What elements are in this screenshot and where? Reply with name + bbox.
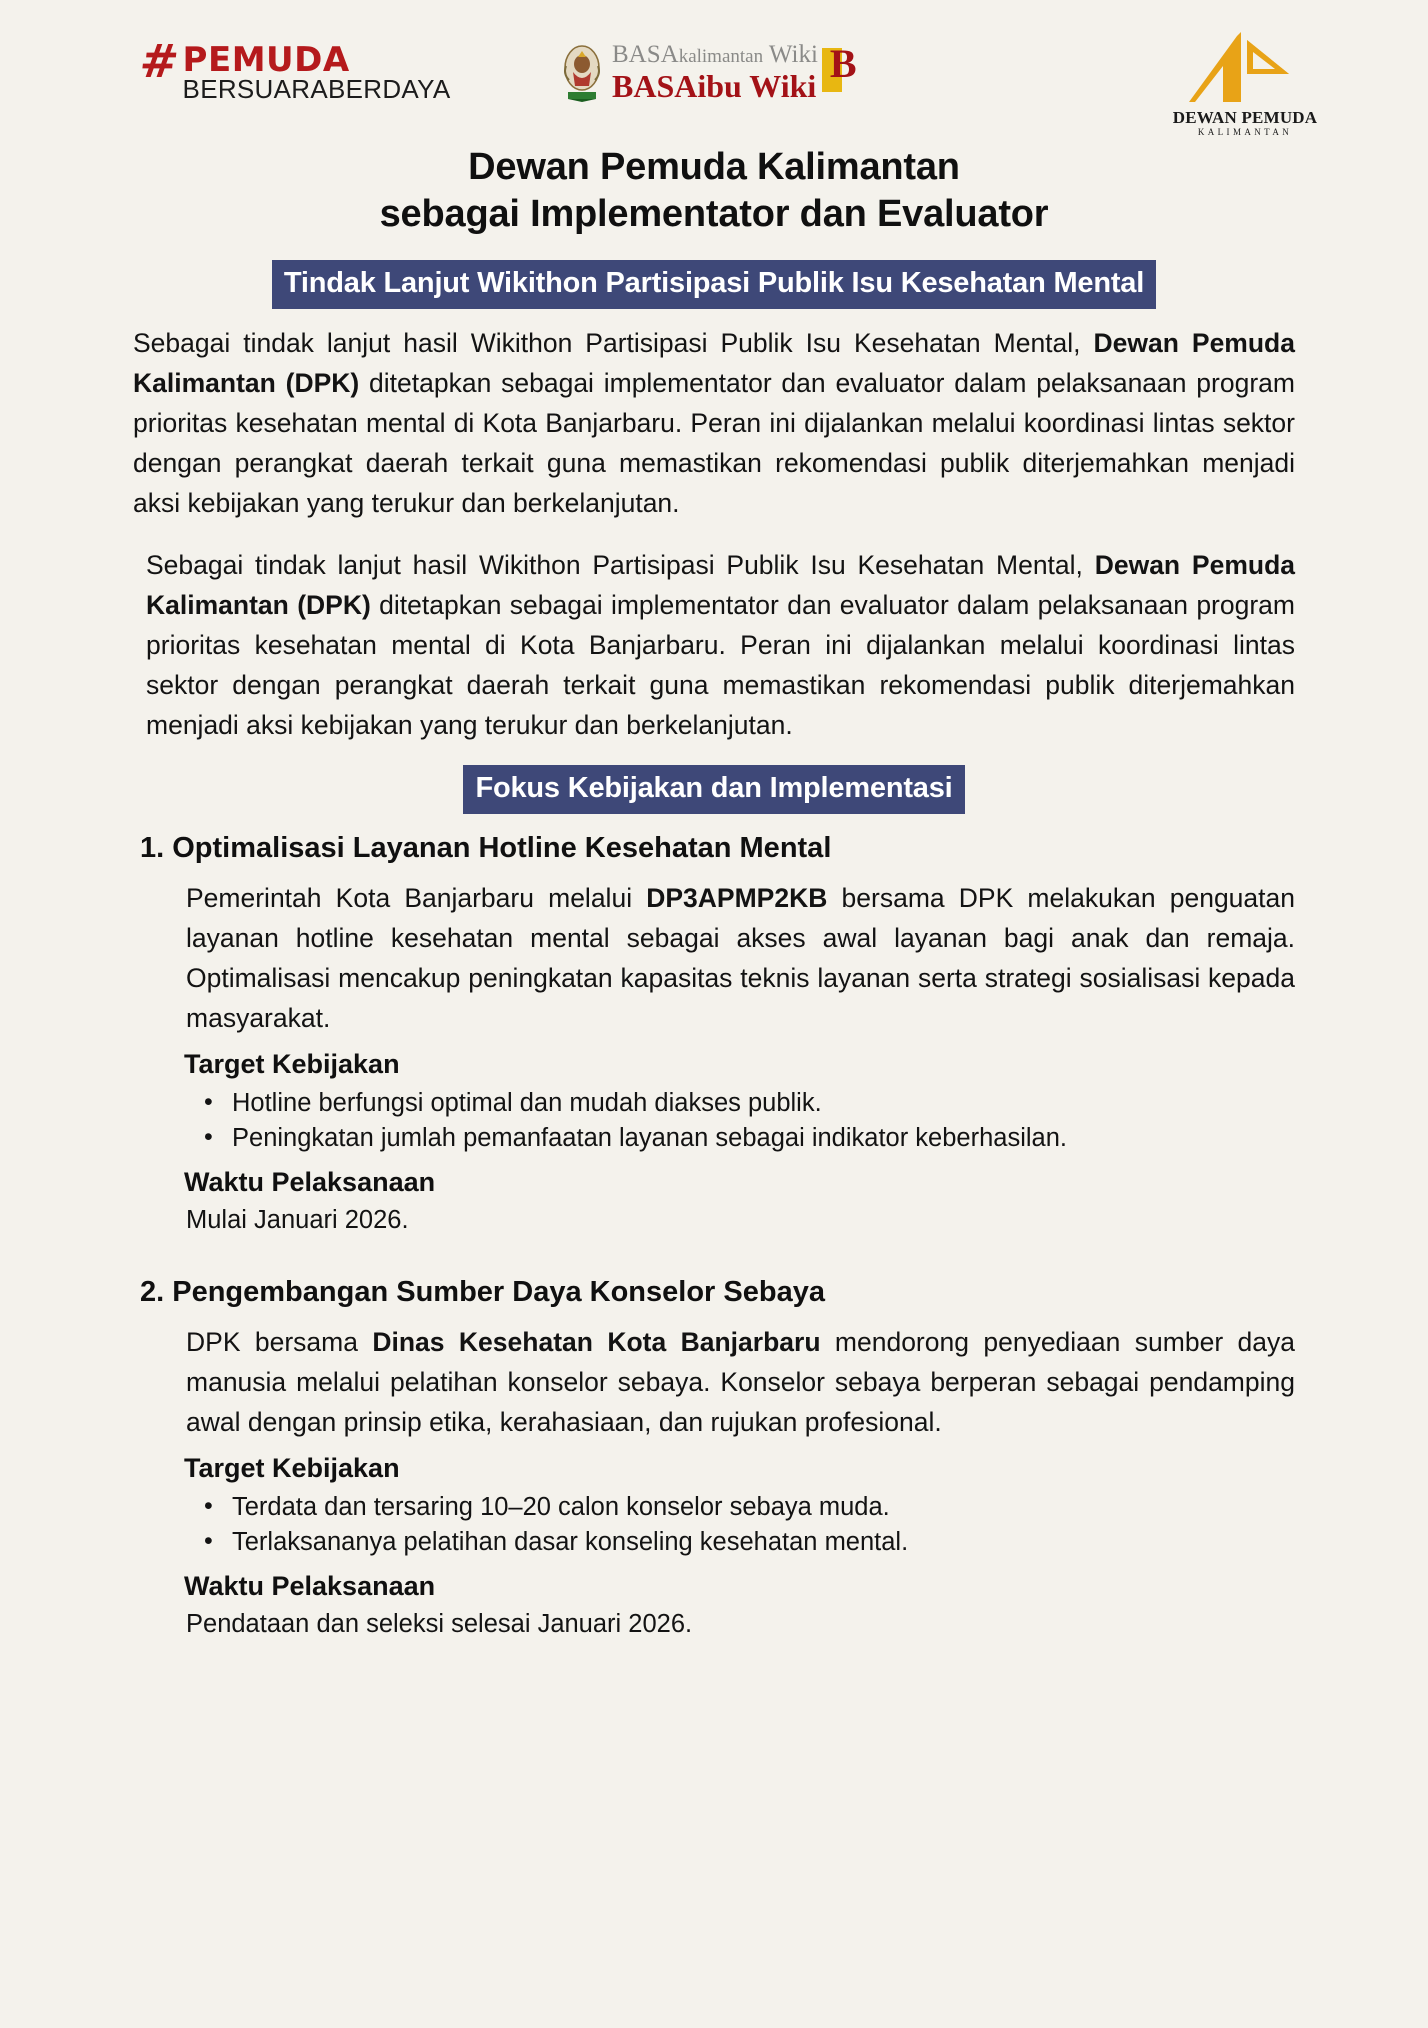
basa-logo-text	[612, 42, 818, 102]
section-1-body	[0, 878, 1428, 1038]
section-2-timing-value: Pendataan dan seleksi selesai Januari 2026.	[186, 1610, 693, 1638]
intro-paragraph-2	[0, 545, 1428, 745]
intro-p1-part-a: Sebagai tindak lanjut hasil Wikithon Partisipasi Publik Isu Kesehatan Mental,	[133, 328, 1094, 358]
section-2-body	[0, 1322, 1428, 1442]
section-2-timing-label: Waktu Pelaksanaan	[184, 1571, 436, 1601]
section-1-body-a: Pemerintah Kota Banjarbaru melalui	[186, 883, 647, 913]
secondary-banner-row	[0, 765, 1428, 814]
basa-logo-line1	[612, 42, 818, 70]
section-1-target-label: Target Kebijakan	[184, 1049, 400, 1079]
dpk-logo-name: DEWAN PEMUDA	[1172, 108, 1318, 127]
pemuda-logo-line2: BERSUARABERDAYA	[182, 74, 451, 104]
list-item: • Terlaksananya pelatihan dasar konseling kesehatan mental.	[232, 1525, 1428, 1560]
section-2-target-list	[0, 1490, 1428, 1560]
basa-wiki-logo	[560, 42, 856, 102]
section-2-body-bold: Dinas Kesehatan Kota Banjarbaru	[372, 1327, 821, 1357]
dewan-pemuda-logo	[1160, 32, 1330, 138]
intro-p2-part-a: Sebagai tindak lanjut hasil Wikithon Partisipasi Publik Isu Kesehatan Mental,	[146, 550, 1095, 580]
header-logo-bar	[0, 0, 1428, 137]
list-item: • Terdata dan tersaring 10–20 calon konselor sebaya muda.	[232, 1490, 1428, 1525]
banner-tindak-lanjut: Tindak Lanjut Wikithon Partisipasi Publik Isu Kesehatan Mental	[272, 260, 1156, 309]
basa-logo-line1-end: Wiki	[768, 41, 818, 68]
intro-p1-bold: Dewan Pemuda Kalimantan (DPK)	[133, 328, 1295, 398]
section-1-timing-label: Waktu Pelaksanaan	[184, 1167, 436, 1197]
page-title	[0, 144, 1428, 238]
intro-p2-bold: Dewan Pemuda Kalimantan (DPK)	[146, 550, 1295, 620]
dpk-logo-sub: KALIMANTAN	[1197, 127, 1293, 137]
basa-logo-line1-main: BASA	[612, 41, 679, 68]
section-2-target-label: Target Kebijakan	[184, 1453, 400, 1483]
hash-icon: #	[137, 34, 180, 88]
section-2-heading: 2. Pengembangan Sumber Daya Konselor Sebaya	[140, 1276, 825, 1308]
document-content	[0, 260, 1428, 1642]
primary-banner-row	[0, 260, 1428, 309]
section-1-body-c: bersama DPK melakukan penguatan layanan hotline kesehatan mental sebagai akses awal layanan bagi anak dan remaja. Optimalisasi mencakup peningkatan kapasitas teknis layanan serta strategi sosialisasi kepada masyarakat.	[186, 883, 1295, 1033]
page-title-line2: sebagai Implementator dan Evaluator	[379, 193, 1049, 235]
basa-logo-line2: BASAibu Wiki	[612, 68, 817, 104]
basa-b-mark-icon	[822, 41, 857, 100]
dpk-triangle-icon	[1189, 91, 1301, 108]
list-item: • Hotline berfungsi optimal dan mudah diakses publik.	[232, 1086, 1428, 1121]
pemuda-logo-line1: PEMUDA	[182, 40, 350, 80]
intro-p1-part-c: ditetapkan sebagai implementator dan evaluator dalam pelaksanaan program prioritas kesehatan mental di Kota Banjarbaru. Peran ini dijalankan melalui koordinasi lintas sektor dengan perangkat daerah terkait guna memastikan rekomendasi publik diterjemahkan menjadi aksi kebijakan yang terukur dan berkelanjutan.	[133, 368, 1295, 518]
pemuda-logo-words	[182, 40, 451, 104]
section-2-body-c: mendorong penyediaan sumber daya manusia melalui pelatihan konselor sebaya. Konselor sebaya berperan sebagai pendamping awal dengan prinsip etika, kerahasiaan, dan rujukan profesional.	[186, 1327, 1295, 1437]
page-title-line1: Dewan Pemuda Kalimantan	[468, 146, 960, 188]
basa-logo-line1-mid: kalimantan	[678, 46, 764, 67]
basa-emblem-icon	[560, 42, 604, 102]
banner-fokus-kebijakan: Fokus Kebijakan dan Implementasi	[463, 765, 964, 814]
section-spacer	[0, 1238, 1428, 1258]
intro-p2-part-c: ditetapkan sebagai implementator dan evaluator dalam pelaksanaan program prioritas kesehatan mental di Kota Banjarbaru. Peran ini dijalankan melalui koordinasi lintas sektor dengan perangkat daerah terkait guna memastikan rekomendasi publik diterjemahkan menjadi aksi kebijakan yang terukur dan berkelanjutan.	[146, 590, 1295, 740]
section-1-timing-value: Mulai Januari 2026.	[186, 1206, 409, 1234]
section-2-body-a: DPK bersama	[186, 1327, 373, 1357]
section-1-body-bold: DP3APMP2KB	[646, 883, 828, 913]
intro-paragraph-1	[0, 323, 1428, 523]
basa-b-letter: B	[829, 41, 857, 86]
section-1-target-list	[0, 1086, 1428, 1156]
list-item: • Peningkatan jumlah pemanfaatan layanan sebagai indikator keberhasilan.	[232, 1121, 1428, 1156]
pemuda-logo	[137, 34, 451, 104]
section-1-heading: 1. Optimalisasi Layanan Hotline Kesehatan Mental	[140, 832, 832, 864]
